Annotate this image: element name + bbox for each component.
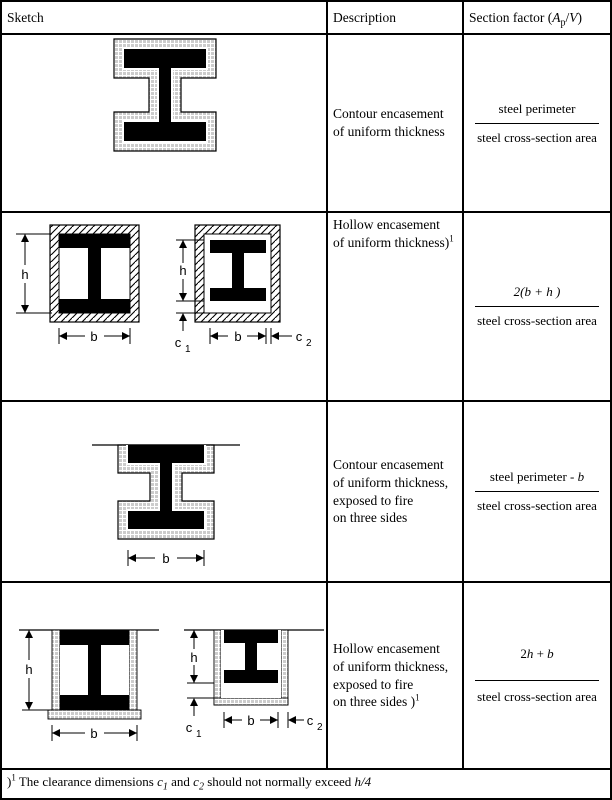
footnote-segment: and (167, 774, 194, 789)
factor-cell (464, 213, 610, 400)
fraction-denominator: steel cross-section area (477, 129, 597, 145)
fraction-line (475, 123, 599, 124)
footnote-sub-1: 1 (162, 781, 168, 793)
contour-encasement-diagram (2, 35, 328, 211)
numerator-text: steel perimeter - (489, 469, 578, 484)
encasement-wall (129, 630, 137, 710)
footnote-row (2, 770, 610, 798)
header-sketch: Sketch (2, 2, 328, 33)
factor-cell (464, 35, 610, 211)
h-label: h (25, 662, 33, 677)
encasement-bottom (214, 698, 288, 705)
numerator-var-b: b (547, 646, 554, 661)
hollow-three-sides-diagram (2, 583, 328, 770)
sketch-hollow-three-sides (2, 583, 328, 768)
numerator-text: + (533, 646, 548, 661)
description-line: Contour encasement (333, 106, 444, 122)
footnote-text (7, 774, 371, 798)
fraction-line (475, 306, 599, 307)
b-label: b (247, 713, 255, 728)
footnote-paren: ) (7, 774, 12, 789)
fraction-denominator: steel cross-section area (477, 498, 597, 513)
description-line: of uniform thickness, (333, 658, 449, 674)
b-label: b (234, 329, 242, 344)
description-line: exposed to fire (333, 676, 414, 692)
numerator-var-b: b (577, 469, 585, 484)
c2-subscript: 2 (317, 722, 323, 733)
description-cell (328, 35, 464, 211)
header-factor-prefix: Section factor ( (469, 10, 553, 25)
factor-cell (464, 402, 610, 581)
footnote-segment: should not normally exceed (203, 774, 355, 789)
description-cell (328, 402, 464, 581)
header-var-A: A (552, 10, 561, 25)
footnote-var-c2: c (193, 774, 199, 789)
header-section-factor (464, 2, 610, 33)
c2-label: c (295, 329, 303, 344)
description-line: exposed to fire (333, 492, 414, 508)
h-label: h (21, 267, 29, 282)
hollow-encasement-diagram (2, 213, 328, 402)
header-var-V: V (569, 10, 578, 25)
description-line (333, 693, 460, 711)
footnote-var-c1: c (157, 774, 163, 789)
footnote-sub-2: 2 (198, 781, 204, 793)
fraction-numerator (490, 469, 584, 485)
fraction (475, 101, 599, 146)
c2-label: c (306, 713, 314, 728)
description-line: of uniform thickness, (333, 474, 449, 490)
fraction-line (475, 680, 599, 681)
c1-label: c (185, 720, 193, 735)
header-description: Description (328, 2, 464, 33)
description-cell (328, 583, 464, 768)
numerator-var-h: h (526, 646, 534, 661)
fraction (475, 284, 599, 329)
description-line: Contour encasement (333, 457, 444, 473)
b-label: b (162, 551, 170, 566)
numerator-text: 2 (520, 646, 527, 661)
encasement-wall (214, 630, 221, 705)
c1-subscript: 1 (185, 344, 191, 355)
b-label: b (90, 329, 98, 344)
table-row (2, 35, 610, 213)
description-cell (328, 213, 464, 400)
table-row (2, 583, 610, 770)
encasement-wall (281, 630, 288, 705)
b-label: b (90, 726, 98, 741)
description-line (333, 234, 460, 252)
fraction-numerator: 2(b + h ) (513, 284, 561, 299)
sketch-contour-encasement (2, 35, 328, 211)
footnote-marker: 1 (415, 692, 420, 703)
contour-three-sides-diagram (2, 402, 328, 583)
h-label: h (190, 650, 198, 665)
fraction (475, 646, 599, 705)
description-line: of uniform thickness (333, 124, 445, 139)
footnote-segment: The clearance dimensions (15, 774, 158, 789)
sketch-contour-three-sides (2, 402, 328, 581)
c1-subscript: 1 (196, 729, 202, 740)
footnote-marker: 1 (11, 772, 16, 783)
c2-subscript: 2 (306, 338, 312, 349)
description-text: on three sides ) (333, 694, 416, 710)
table-header-row (2, 2, 610, 35)
description-line: Hollow encasement (333, 641, 440, 657)
factor-cell (464, 583, 610, 768)
description-text: of uniform thickness) (333, 234, 450, 250)
header-sub-p: p (560, 17, 566, 29)
encasement-wall (52, 630, 60, 710)
c1-label: c (174, 335, 182, 350)
h-label: h (179, 263, 187, 278)
fraction-numerator (520, 646, 553, 662)
table-row (2, 402, 610, 583)
fraction-denominator: steel cross-section area (477, 689, 597, 704)
footnote-marker: 1 (449, 233, 454, 244)
steel-i-beam (128, 445, 204, 529)
header-slash: / (565, 10, 570, 25)
fraction-denominator: steel cross-section area (477, 313, 597, 328)
steel-i-beam (124, 49, 206, 141)
sketch-hollow-encasement (2, 213, 328, 400)
header-close-paren: ) (577, 10, 582, 25)
description-line: Hollow encasement (333, 217, 440, 232)
fraction-numerator: steel perimeter (498, 100, 576, 116)
table-row (2, 213, 610, 402)
description-line: on three sides (333, 510, 408, 526)
fraction (475, 469, 599, 514)
footnote-var-h4: h/4 (354, 774, 372, 789)
fraction-line (475, 491, 599, 492)
encasement-bottom (48, 710, 141, 719)
